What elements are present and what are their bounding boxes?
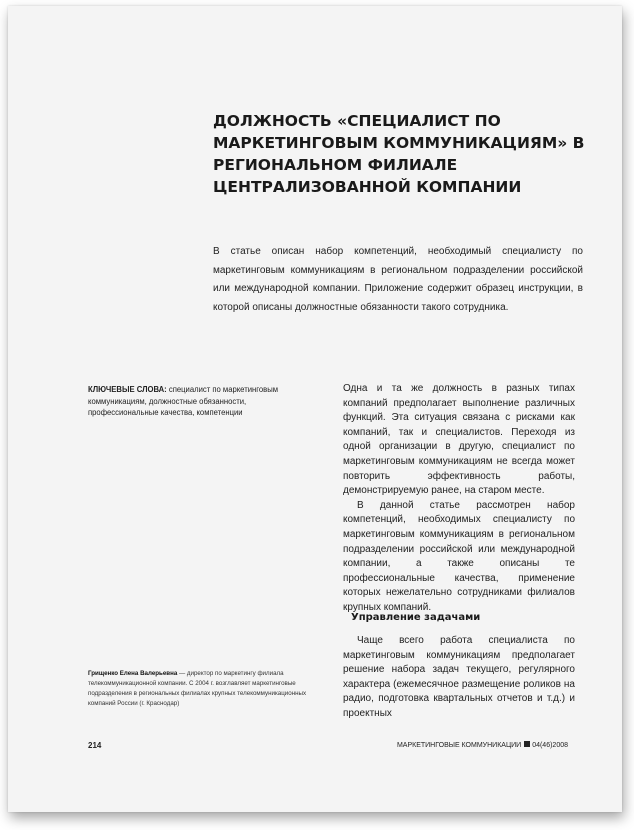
article-abstract: В статье описан набор компетенций, необходимый специалисту по маркетинговым коммуникациям в региональном подразделении российской или международной компании. Приложение содержит образец инструкции, в которой описаны должностные обязанности такого сотрудника. xyxy=(213,246,583,313)
square-icon xyxy=(524,741,530,747)
body-paragraph-1: Одна и та же должность в разных типах компаний предполагает выполнение различных функций. Эта ситуация связана с рисками как компаний, так и специалистов. Переходя из одной организации в другую, специалист по маркетинговым коммуникациям не всегда может повторить эффективность работы, демонстрируемую ранее, на старом месте. xyxy=(343,383,575,497)
page-number: 214 xyxy=(88,741,102,750)
journal-page xyxy=(8,6,622,812)
body-paragraph-2: В данной статье рассмотрен набор компетенций, необходимых специалисту по маркетинговым коммуникациям в региональном подразделении российской или международной компании, а также описаны те профессиональные качества, применение которых нежелательно сотрудниками филиалов крупных компаний. xyxy=(343,499,575,613)
author-name: Грищенко Елена Валерьевна xyxy=(88,670,178,677)
journal-name: МАРКЕТИНГОВЫЕ КОММУНИКАЦИИ xyxy=(396,742,522,749)
article-title: ДОЛЖНОСТЬ «СПЕЦИАЛИСТ ПО МАРКЕТИНГОВЫМ КОММУНИКАЦИЯМ» В РЕГИОНАЛЬНОМ ФИЛИАЛЕ ЦЕНТРАЛИЗОВАННОЙ КОМПАНИИ xyxy=(213,112,585,196)
author-note xyxy=(88,669,328,709)
keywords-label: КЛЮЧЕВЫЕ СЛОВА: xyxy=(88,385,167,394)
body-column xyxy=(343,382,575,616)
keywords-block xyxy=(88,384,315,419)
section-heading: Управление задачами xyxy=(351,612,481,623)
author-bio: — директор по маркетингу филиала телекоммуникационной компании. С 2004 г. возглавляет маркетинговые подразделения в региональных филиалах крупных телекоммуникационных компаний России (г. Краснодар) xyxy=(88,670,307,707)
keywords-text: специалист по маркетинговым коммуникациям, должностные обязанности, профессиональные качества, компетенции xyxy=(88,385,279,417)
journal-issue: 04(46)2008 xyxy=(532,742,568,749)
journal-footer xyxy=(397,741,568,749)
body-paragraph-3: Чаще всего работа специалиста по маркетинговым коммуникациям предполагает решение набора задач текущего, регулярного характера (ежемесячное размещение роликов на радио, подготовка квартальных отчетов и т.д.) и проектных xyxy=(343,635,575,719)
